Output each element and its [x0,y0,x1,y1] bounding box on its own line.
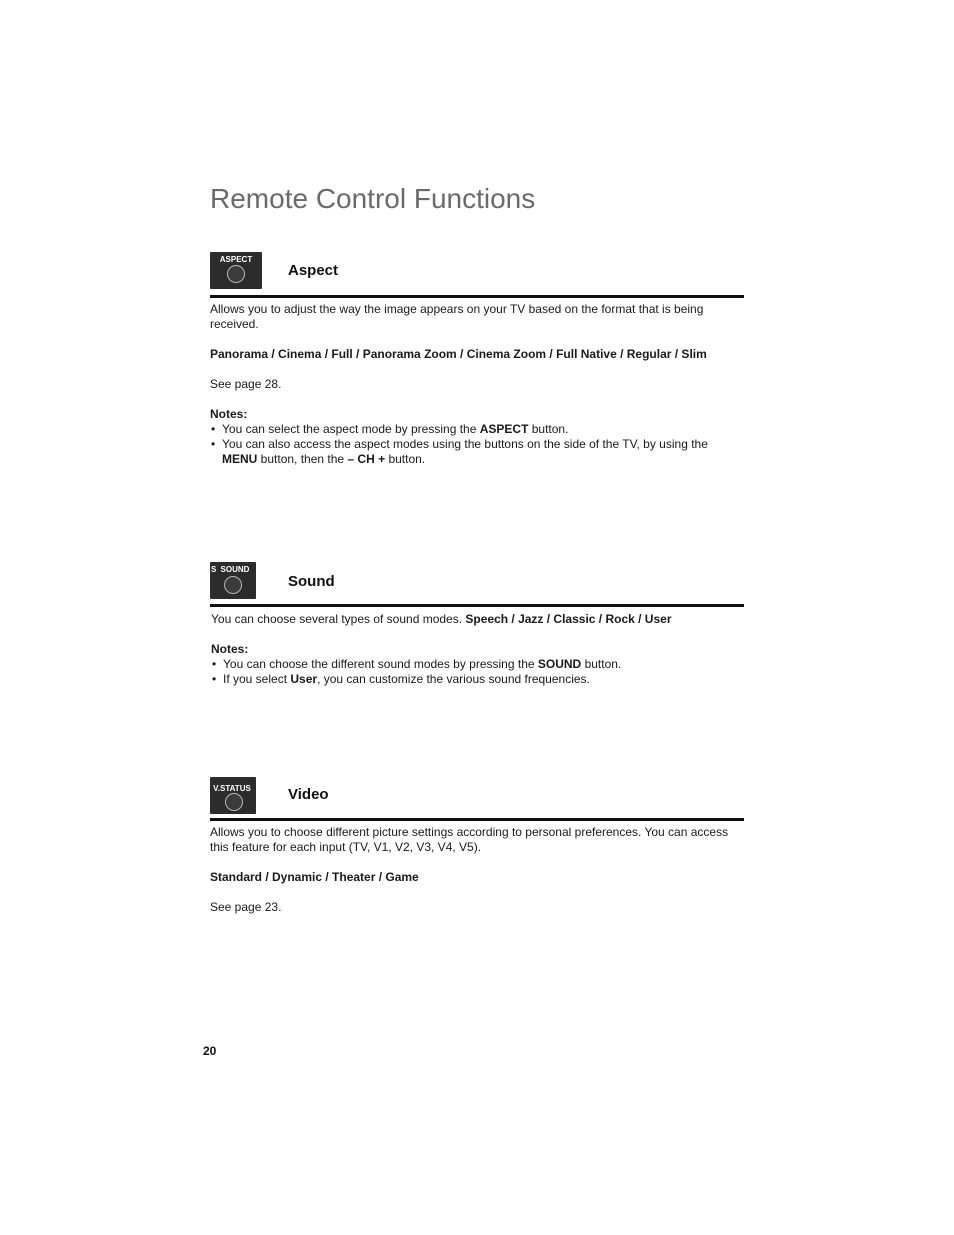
round-button-icon [224,576,242,594]
list-item: • You can select the aspect mode by pressing the ASPECT button. [210,422,744,437]
aspect-section [210,252,744,466]
sound-section [210,562,744,686]
round-button-icon [225,793,243,811]
list-item: • You can choose the different sound modes by pressing the SOUND button. [211,657,745,672]
sound-modes: Speech / Jazz / Classic / Rock / User [465,612,672,626]
list-item: • If you select User, you can customize the various sound frequencies. [211,672,745,687]
video-divider [210,818,744,821]
aspect-body [210,302,744,467]
video-title: Video [288,786,329,803]
aspect-button-image [210,252,262,289]
sound-body [211,612,745,687]
sound-button-image [210,562,256,599]
aspect-title: Aspect [288,262,339,279]
aspect-modes: Panorama / Cinema / Full / Panorama Zoom / Cinema Zoom / Full Native / Regular / Slim [210,347,707,361]
aspect-notes-label: Notes: [210,407,248,421]
aspect-divider [210,295,744,298]
video-see-page: See page 23. [210,900,282,914]
sound-notes-list [211,657,745,687]
sound-header [210,562,744,606]
list-item: • You can also access the aspect modes using the buttons on the side of the TV, by using the MENU button, then the – CH + button. [210,437,744,467]
sound-button-edge-label: S [211,565,217,574]
aspect-notes-list [210,422,744,467]
aspect-header [210,252,744,296]
sound-button-label: SOUND [220,565,250,574]
video-body [210,825,744,915]
video-description: Allows you to choose different picture settings according to personal preferences. You can access this feature for each input (TV, V1, V2, V3, V4, V5). [210,825,729,854]
video-button-label: V.STATUS [213,784,251,793]
video-header [210,777,744,821]
aspect-button-label: ASPECT [219,255,253,264]
sound-notes-label: Notes: [211,642,249,656]
aspect-description: Allows you to adjust the way the image appears on your TV based on the format that is being received. [210,302,704,331]
sound-title: Sound [288,573,335,590]
round-button-icon [227,265,245,283]
page-title: Remote Control Functions [210,183,536,214]
sound-divider [210,604,744,607]
video-modes: Standard / Dynamic / Theater / Game [210,870,419,884]
aspect-see-page: See page 28. [210,377,282,391]
video-button-image [210,777,256,814]
page-number: 20 [203,1044,217,1058]
sound-description: You can choose several types of sound modes. Speech / Jazz / Classic / Rock / User [211,612,672,626]
video-section [210,777,744,914]
